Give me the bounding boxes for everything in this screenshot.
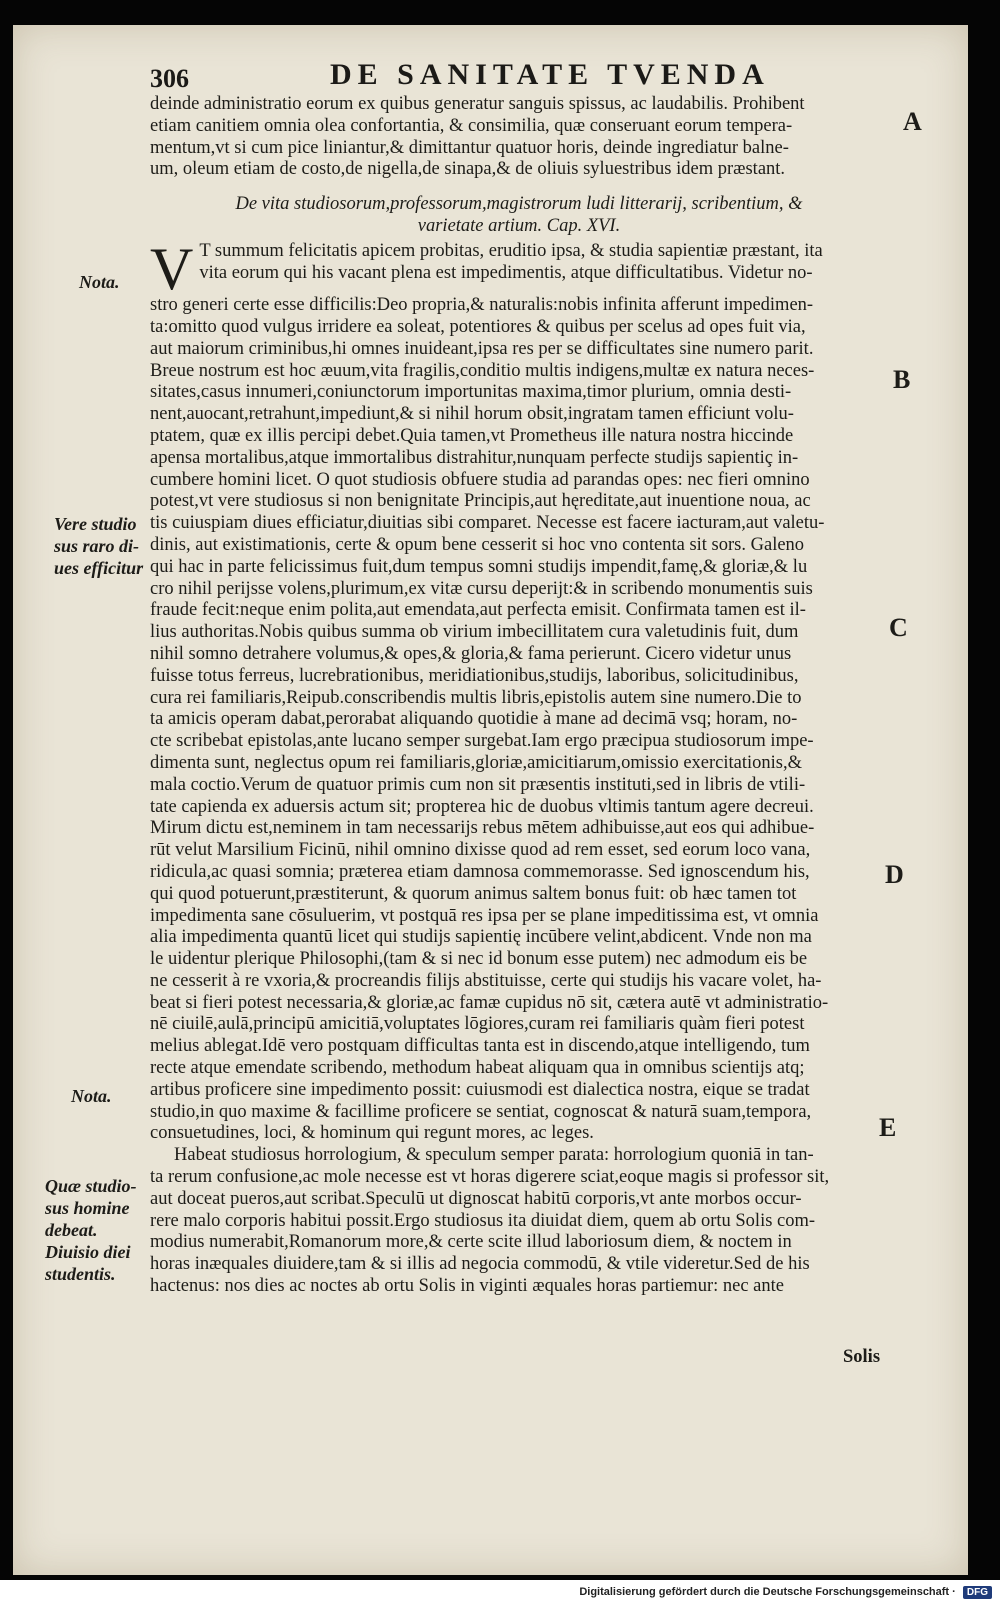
margin-note-text: sus homine <box>45 1198 130 1218</box>
page-header <box>150 58 850 98</box>
chapter-heading <box>150 193 888 237</box>
text-line: dimenta sunt, neglectus opum rei familiaris,gloriæ,amicitiarum,omissio exercitationis,& <box>150 752 802 773</box>
text-line: stro generi certe esse difficilis:Deo propria,& naturalis:nobis infinita afferunt impedimen- <box>150 295 814 316</box>
text-line: nent,auocant,retrahunt,impediunt,& si nihil horum obsit,ingratam tamen efficiunt volu- <box>150 404 794 425</box>
text-line: fuisse totus ferreus, lucrebrationibus, meridiationibus,studijs, laboribus, solicitudinibus, <box>150 665 799 686</box>
text-line: rūt velut Marsilium Ficinū, nihil omnino dixisse quod ad rem esset, sed eorum loco vana, <box>150 840 811 861</box>
text-line: beat si fieri potest necessaria,& gloriæ,ac famæ cupidus nō sit, cætera autē vt administratio- <box>150 992 829 1013</box>
dfg-logo: DFG <box>963 1586 992 1599</box>
text-line: mentum,vt si cum pice liniantur,& dimittantur quatuor horis, deinde ingrediatur balne- <box>150 137 789 158</box>
margin-note-text: Nota. <box>79 272 120 292</box>
text-body <box>150 94 888 1298</box>
text-line: rere malo corporis habitui possit.Ergo studiosus ita diuidat diem, quem ab ortu Solis com- <box>150 1210 816 1231</box>
text-line: cte scribebat epistolas,ante lucano semper surgebat.Iam ergo præcipua studiosorum impe- <box>150 731 814 752</box>
margin-note-text: Diuisio diei <box>45 1242 131 1262</box>
top-paragraph <box>150 94 888 181</box>
text-line: cura rei familiaris,Reipub.conscribendis multis libris,epistolis autem sine numero.Die to <box>150 687 802 708</box>
text-line: sitates,casus innumeri,coniunctorum importunitas maxima,timor plurium, omnia desti- <box>150 382 792 403</box>
margin-note-vere-studiosus <box>54 513 143 579</box>
margin-note-text: debeat. <box>45 1220 98 1240</box>
text-line: aut doceat pueros,aut scribat.Speculū ut dignoscat habitū corporis,vt ante morbos occur- <box>150 1188 802 1209</box>
text-line: tis cuiuspiam diues efficiatur,diuitias sibi comparet. Necesse est facere iacturam,aut valetu- <box>150 513 825 534</box>
text-line: studio,in quo maxime & facillime proficere se sentiat, cognoscat & naturā suam,tempora, <box>150 1101 812 1122</box>
margin-note-nota-2 <box>71 1085 112 1107</box>
text-line: dinis, aut existimationis, certe & opum bene cesserit si hoc vno contenta sit sors. Galeno <box>150 534 805 555</box>
section-letter-d: D <box>885 860 904 889</box>
text-line: Mirum dictu est,neminem in tam necessarijs rebus mētem adhibuisse,aut eos qui adhibue- <box>150 818 815 839</box>
text-line: T summum felicitatis apicem probitas, eruditio ipsa, & studia sapientiæ præstant, ita <box>199 241 823 262</box>
text-line: deinde administratio eorum ex quibus generatur sanguis spissus, ac laudabilis. Prohibent <box>150 94 805 114</box>
text-line: etiam canitiem omnia olea confortantia, & consimilia, quæ conseruant eorum tempera- <box>150 115 793 136</box>
text-line: ne cesserit à re vxoria,& procreandis filijs abstituisse, certe qui studijs his vacare volet, ha- <box>150 970 822 991</box>
text-line: ta:omitto quod vulgus irridere ea soleat, potentiores & quibus per scelus ad opes fuit via, <box>150 316 806 337</box>
section-letter-a: A <box>903 107 922 136</box>
text-line: qui quod potuerunt,præstiterunt, & quorum animus saltem bonus fuit: ob hæc tamen tot <box>150 883 797 904</box>
text-line: consuetudines, loci, & hominum qui regunt mores, ac leges. <box>150 1123 594 1144</box>
margin-note-text: studentis. <box>45 1264 116 1284</box>
margin-note-quae-studiosus <box>45 1175 137 1285</box>
footer-credit <box>579 1586 992 1599</box>
text-line: ridicula,ac quasi somnia; præterea etiam damnosa commemorasse. Sed ignoscendum his, <box>150 861 810 882</box>
footer-text: Digitalisierung gefördert durch die Deutsche Forschungsgemeinschaft · <box>579 1586 956 1598</box>
text-line: Habeat studiosus horrologium, & speculum semper parata: horrologium quoniā in tan- <box>174 1145 814 1166</box>
text-line: cro nihil perijsse volens,plurimum,ex vitæ cursu deperijt:& in scribendo monumentis suis <box>150 578 813 599</box>
text-line: tate capienda ex aduersis actum sit; propterea hic de duobus vltimis tantum agere decreui. <box>150 796 814 817</box>
text-line: apensa mortalibus,atque immortalibus distrahitur,nunquam perfecte studijs sapientiç in- <box>150 447 799 468</box>
chapter-heading-line: varietate artium. Cap. XVI. <box>417 216 621 237</box>
text-line: lius authoritas.Nobis quibus summa ob virium imbecillitatem cura valetudinis fuit, dum <box>150 622 799 643</box>
section-letter-e: E <box>879 1113 897 1142</box>
text-line: um, oleum etiam de costo,de nigella,de sinapa,& de oliuis syluestribus idem præstant. <box>150 159 786 180</box>
text-line: horas inæquales diuidere,tam & si illis ad negocia commodū, & vtile videretur.Sed de his <box>150 1254 810 1275</box>
text-line: nihil somno detrahere volumus,& opes,& gloria,& fama perierunt. Cicero videtur unus <box>150 643 792 664</box>
text-line: recte atque emendate scribendo, methodum habeat aliquam qua in omnibus scientijs atq; <box>150 1058 805 1079</box>
text-line: le uidentur plerique Philosophi,(tam & si nec id bonum esse putem) nec admodum eis be <box>150 949 808 970</box>
text-line: modius numerabit,Romanorum more,& certe scite illud laboriosum diem, & noctem in <box>150 1232 792 1253</box>
book-page <box>13 25 968 1575</box>
margin-note-text: ues efficitur <box>54 558 144 578</box>
chapter-heading-line: De vita studiosorum,professorum,magistrorum ludi litterarij, scribentium, & <box>235 194 803 215</box>
text-line: potest,vt vere studiosus si non benignitate Principis,aut hęreditate,aut inuentione noua, ac <box>150 491 811 512</box>
text-line: impedimenta sane cōsuluerim, vt postquā res ipsa per se plane impeditissima est, vt omnia <box>150 905 819 926</box>
section-letter-c: C <box>889 613 908 642</box>
text-line: mala coctio.Verum de quatuor primis cum non sit præsentis instituti,sed in libris de vtili- <box>150 774 806 795</box>
text-line: melius ablegat.Idē vero postquam difficultas tanta est in discendo,atque intelligendo, tum <box>150 1036 810 1057</box>
paragraph-horologium <box>150 1145 888 1298</box>
text-line: vita eorum qui his vacant plena est impedimentis, atque difficultatibus. Videtur no- <box>199 262 813 283</box>
text-line: qui hac in parte felicissimus fuit,dum tempus somni studijs impendit,famę,& gloriæ,& lu <box>150 556 808 577</box>
margin-note-nota <box>79 271 120 293</box>
text-line: artibus proficere sine impedimento possit: cuiusmodi est dialectica nostra, eique se tradat <box>150 1079 810 1100</box>
text-line: hactenus: nos dies ac noctes ab ortu Solis in viginti æquales horas partiemur: nec ante <box>150 1276 784 1297</box>
page-number: 306 <box>150 64 189 93</box>
text-line: ta rerum confusione,ac mole necesse est vt horas digerere sciat,eoque magis si professor sit, <box>150 1167 830 1188</box>
text-line: ptatem, quæ ex illis percipi debet.Quia tamen,vt Prometheus ille natura nostra hiccinde <box>150 425 794 446</box>
paragraph-main <box>150 236 888 1145</box>
running-title: DE SANITATE TVENDA <box>330 58 770 91</box>
text-line: ta amicis operam dabat,perorabat aliquando quotidie à mane ad decimā vsq; horam, no- <box>150 709 798 730</box>
text-line: cumbere homini licet. O quot studiosis obfuere studia ad parandas opes: nec fieri omnino <box>150 469 810 490</box>
text-line: alia impedimenta quantū licet qui studijs sapientię incūbere velint,abdicent. Vnde non ma <box>150 927 812 948</box>
drop-cap: V <box>150 236 194 303</box>
margin-note-text: sus raro di- <box>54 536 140 556</box>
margin-note-text: Vere studio <box>54 514 137 534</box>
margin-note-text: Quæ studio- <box>45 1176 137 1196</box>
margin-note-text: Nota. <box>71 1086 112 1106</box>
text-line: Breue nostrum est hoc æuum,vita fragilis,conditio multis indigens,multæ ex natura neces- <box>150 360 815 381</box>
text-line: fraude fecit:neque enim polita,aut emendata,aut perfecta emisit. Confirmata tamen est il- <box>150 600 806 621</box>
text-line: nē ciuilē,aulā,principū amicitiā,voluptates lōgiores,curam rei familiaris quàm fieri potest <box>150 1014 805 1035</box>
text-line: aut maiorum criminibus,hi omnes inuideant,ipsa res per se difficultates sine numero parit. <box>150 338 814 359</box>
section-letter-b: B <box>893 365 911 394</box>
catchword: Solis <box>843 1347 881 1367</box>
